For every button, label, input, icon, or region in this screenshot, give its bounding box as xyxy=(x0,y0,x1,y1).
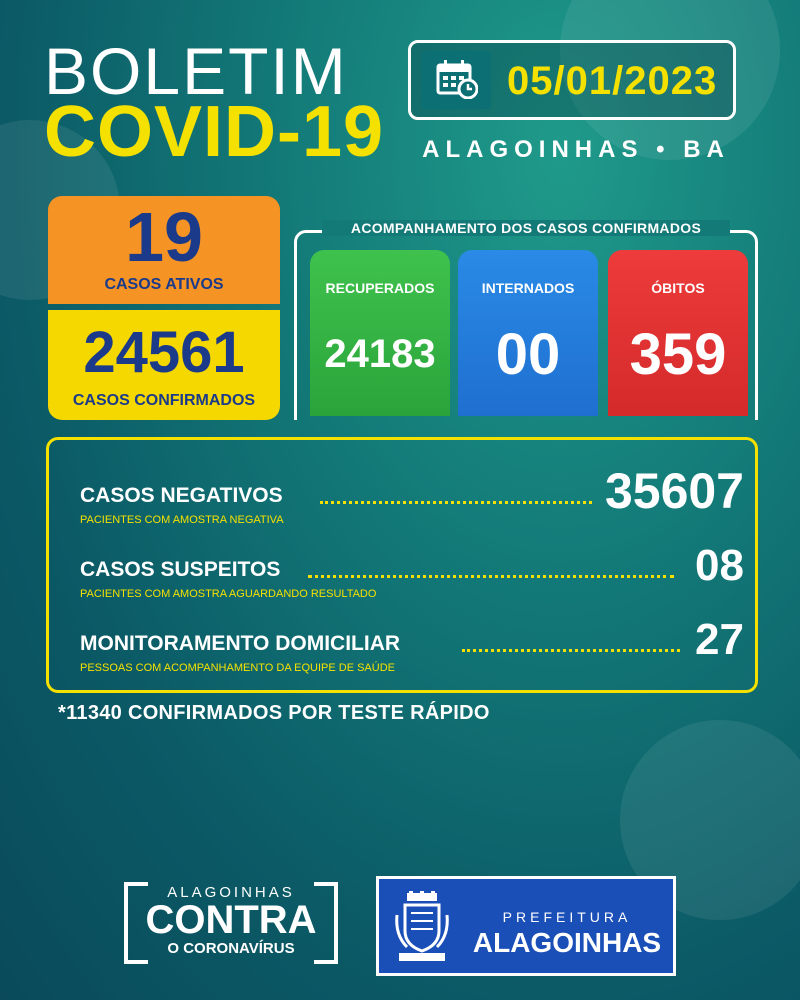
deaths-card xyxy=(608,250,748,416)
bulletin-title: BOLETIM xyxy=(44,34,348,108)
dotted-leader xyxy=(462,648,680,652)
stat-title: MONITORAMENTO DOMICILIAR xyxy=(80,632,401,655)
confirmed-cases-label: CASOS CONFIRMADOS xyxy=(72,392,256,409)
deaths-label: ÓBITOS xyxy=(651,280,705,296)
campaign-line-3: O CORONAVÍRUS xyxy=(167,940,295,957)
stat-value: 35607 xyxy=(604,463,744,519)
rapid-test-footnote: *11340 CONFIRMADOS POR TESTE RÁPIDO xyxy=(58,702,490,724)
active-cases-card xyxy=(48,196,280,304)
active-cases-label: CASOS ATIVOS xyxy=(104,276,224,293)
date-box xyxy=(408,40,736,120)
campaign-logo xyxy=(124,882,338,964)
stat-title: CASOS SUSPEITOS xyxy=(80,558,281,581)
active-cases-value: 19 xyxy=(125,198,203,276)
stat-value: 27 xyxy=(695,615,744,664)
calendar-icon xyxy=(421,51,491,109)
bulletin-date: 05/01/2023 xyxy=(507,59,718,103)
stat-subtitle: PACIENTES COM AMOSTRA NEGATIVA xyxy=(80,514,284,526)
dotted-leader xyxy=(308,574,674,578)
hospitalized-value: 00 xyxy=(495,322,561,387)
stat-value: 08 xyxy=(695,541,744,590)
bulletin-subtitle: COVID-19 xyxy=(44,92,385,172)
dotted-leader xyxy=(320,500,592,504)
deaths-value: 359 xyxy=(629,322,727,387)
stat-subtitle: PESSOAS COM ACOMPANHAMENTO DA EQUIPE DE SAÚDE xyxy=(80,662,395,674)
city-label: ALAGOINHAS • BA xyxy=(422,136,730,163)
confirmed-cases-card xyxy=(48,310,280,420)
stat-title: CASOS NEGATIVOS xyxy=(80,484,283,507)
hospitalized-card xyxy=(458,250,598,416)
stat-subtitle: PACIENTES COM AMOSTRA AGUARDANDO RESULTADO xyxy=(80,588,377,600)
coat-of-arms-icon xyxy=(393,891,451,963)
hospitalized-label: INTERNADOS xyxy=(481,280,575,296)
confirmed-cases-value: 24561 xyxy=(83,320,245,385)
recovered-label: RECUPERADOS xyxy=(325,280,435,296)
tracking-title: ACOMPANHAMENTO DOS CASOS CONFIRMADOS xyxy=(322,220,730,236)
recovered-value: 24183 xyxy=(324,332,436,376)
recovered-card xyxy=(310,250,450,416)
prefecture-logo xyxy=(376,876,676,976)
prefecture-label: PREFEITURA xyxy=(502,909,632,925)
campaign-line-1: ALAGOINHAS xyxy=(167,884,295,901)
prefecture-city: ALAGOINHAS xyxy=(472,927,662,958)
campaign-line-2: CONTRA xyxy=(145,898,317,942)
